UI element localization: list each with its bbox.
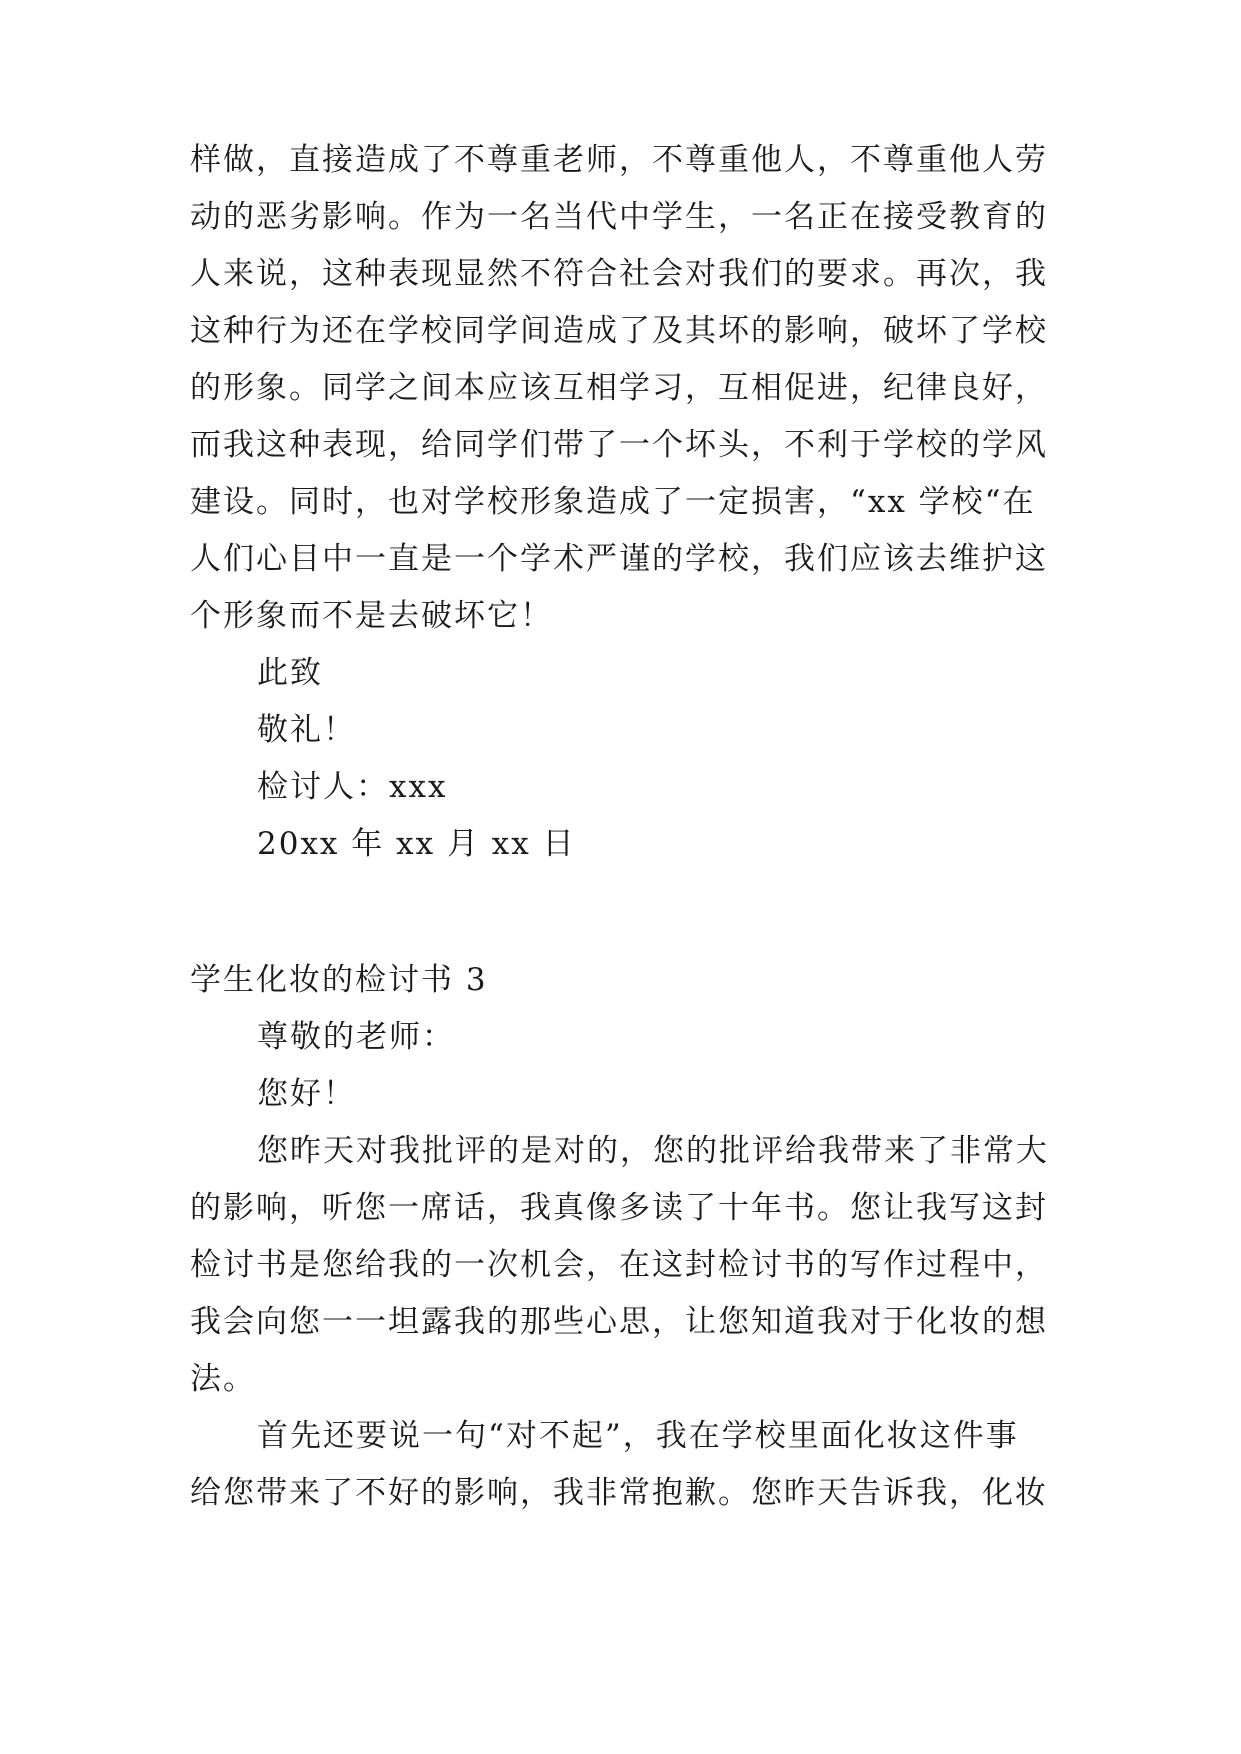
text-line: 个形象而不是去破坏它！ — [190, 598, 553, 634]
text-line: 动的恶劣影响。作为一名当代中学生，一名正在接受教育的 — [190, 199, 1048, 235]
text-line: 我会向您一一坦露我的那些心思，让您知道我对于化妆的想 — [190, 1304, 1048, 1340]
date-line: 20xx 年 xx 月 xx 日 — [257, 826, 576, 862]
text-line: 而我这种表现，给同学们带了一个坏头，不利于学校的学风 — [190, 427, 1048, 463]
text-line: 这种行为还在学校同学间造成了及其坏的影响，破坏了学校 — [190, 313, 1048, 349]
closing-regards: 敬礼！ — [257, 712, 356, 748]
text-line: 您昨天对我批评的是对的，您的批评给我带来了非常大 — [257, 1133, 1049, 1169]
text-line: 样做，直接造成了不尊重老师，不尊重他人，不尊重他人劳 — [190, 142, 1048, 178]
greeting: 尊敬的老师： — [257, 1019, 455, 1055]
closing-salutation: 此致 — [257, 655, 323, 691]
greeting-hello: 您好！ — [257, 1076, 356, 1112]
text-line: 的形象。同学之间本应该互相学习，互相促进，纪律良好， — [190, 370, 1048, 406]
text-line: 首先还要说一句“对不起”，我在学校里面化妆这件事 — [257, 1418, 1019, 1454]
signature-line: 检讨人：xxx — [257, 769, 448, 805]
text-line: 法。 — [190, 1361, 256, 1397]
section-title: 学生化妆的检讨书 3 — [190, 962, 488, 998]
text-line: 的影响，听您一席话，我真像多读了十年书。您让我写这封 — [190, 1190, 1048, 1226]
text-line: 建设。同时，也对学校形象造成了一定损害，“xx 学校“在 — [190, 484, 1036, 520]
text-line: 人们心目中一直是一个学术严谨的学校，我们应该去维护这 — [190, 541, 1048, 577]
text-line: 给您带来了不好的影响，我非常抱歉。您昨天告诉我，化妆 — [190, 1475, 1048, 1511]
text-line: 检讨书是您给我的一次机会，在这封检讨书的写作过程中， — [190, 1247, 1048, 1283]
text-line: 人来说，这种表现显然不符合社会对我们的要求。再次，我 — [190, 256, 1048, 292]
